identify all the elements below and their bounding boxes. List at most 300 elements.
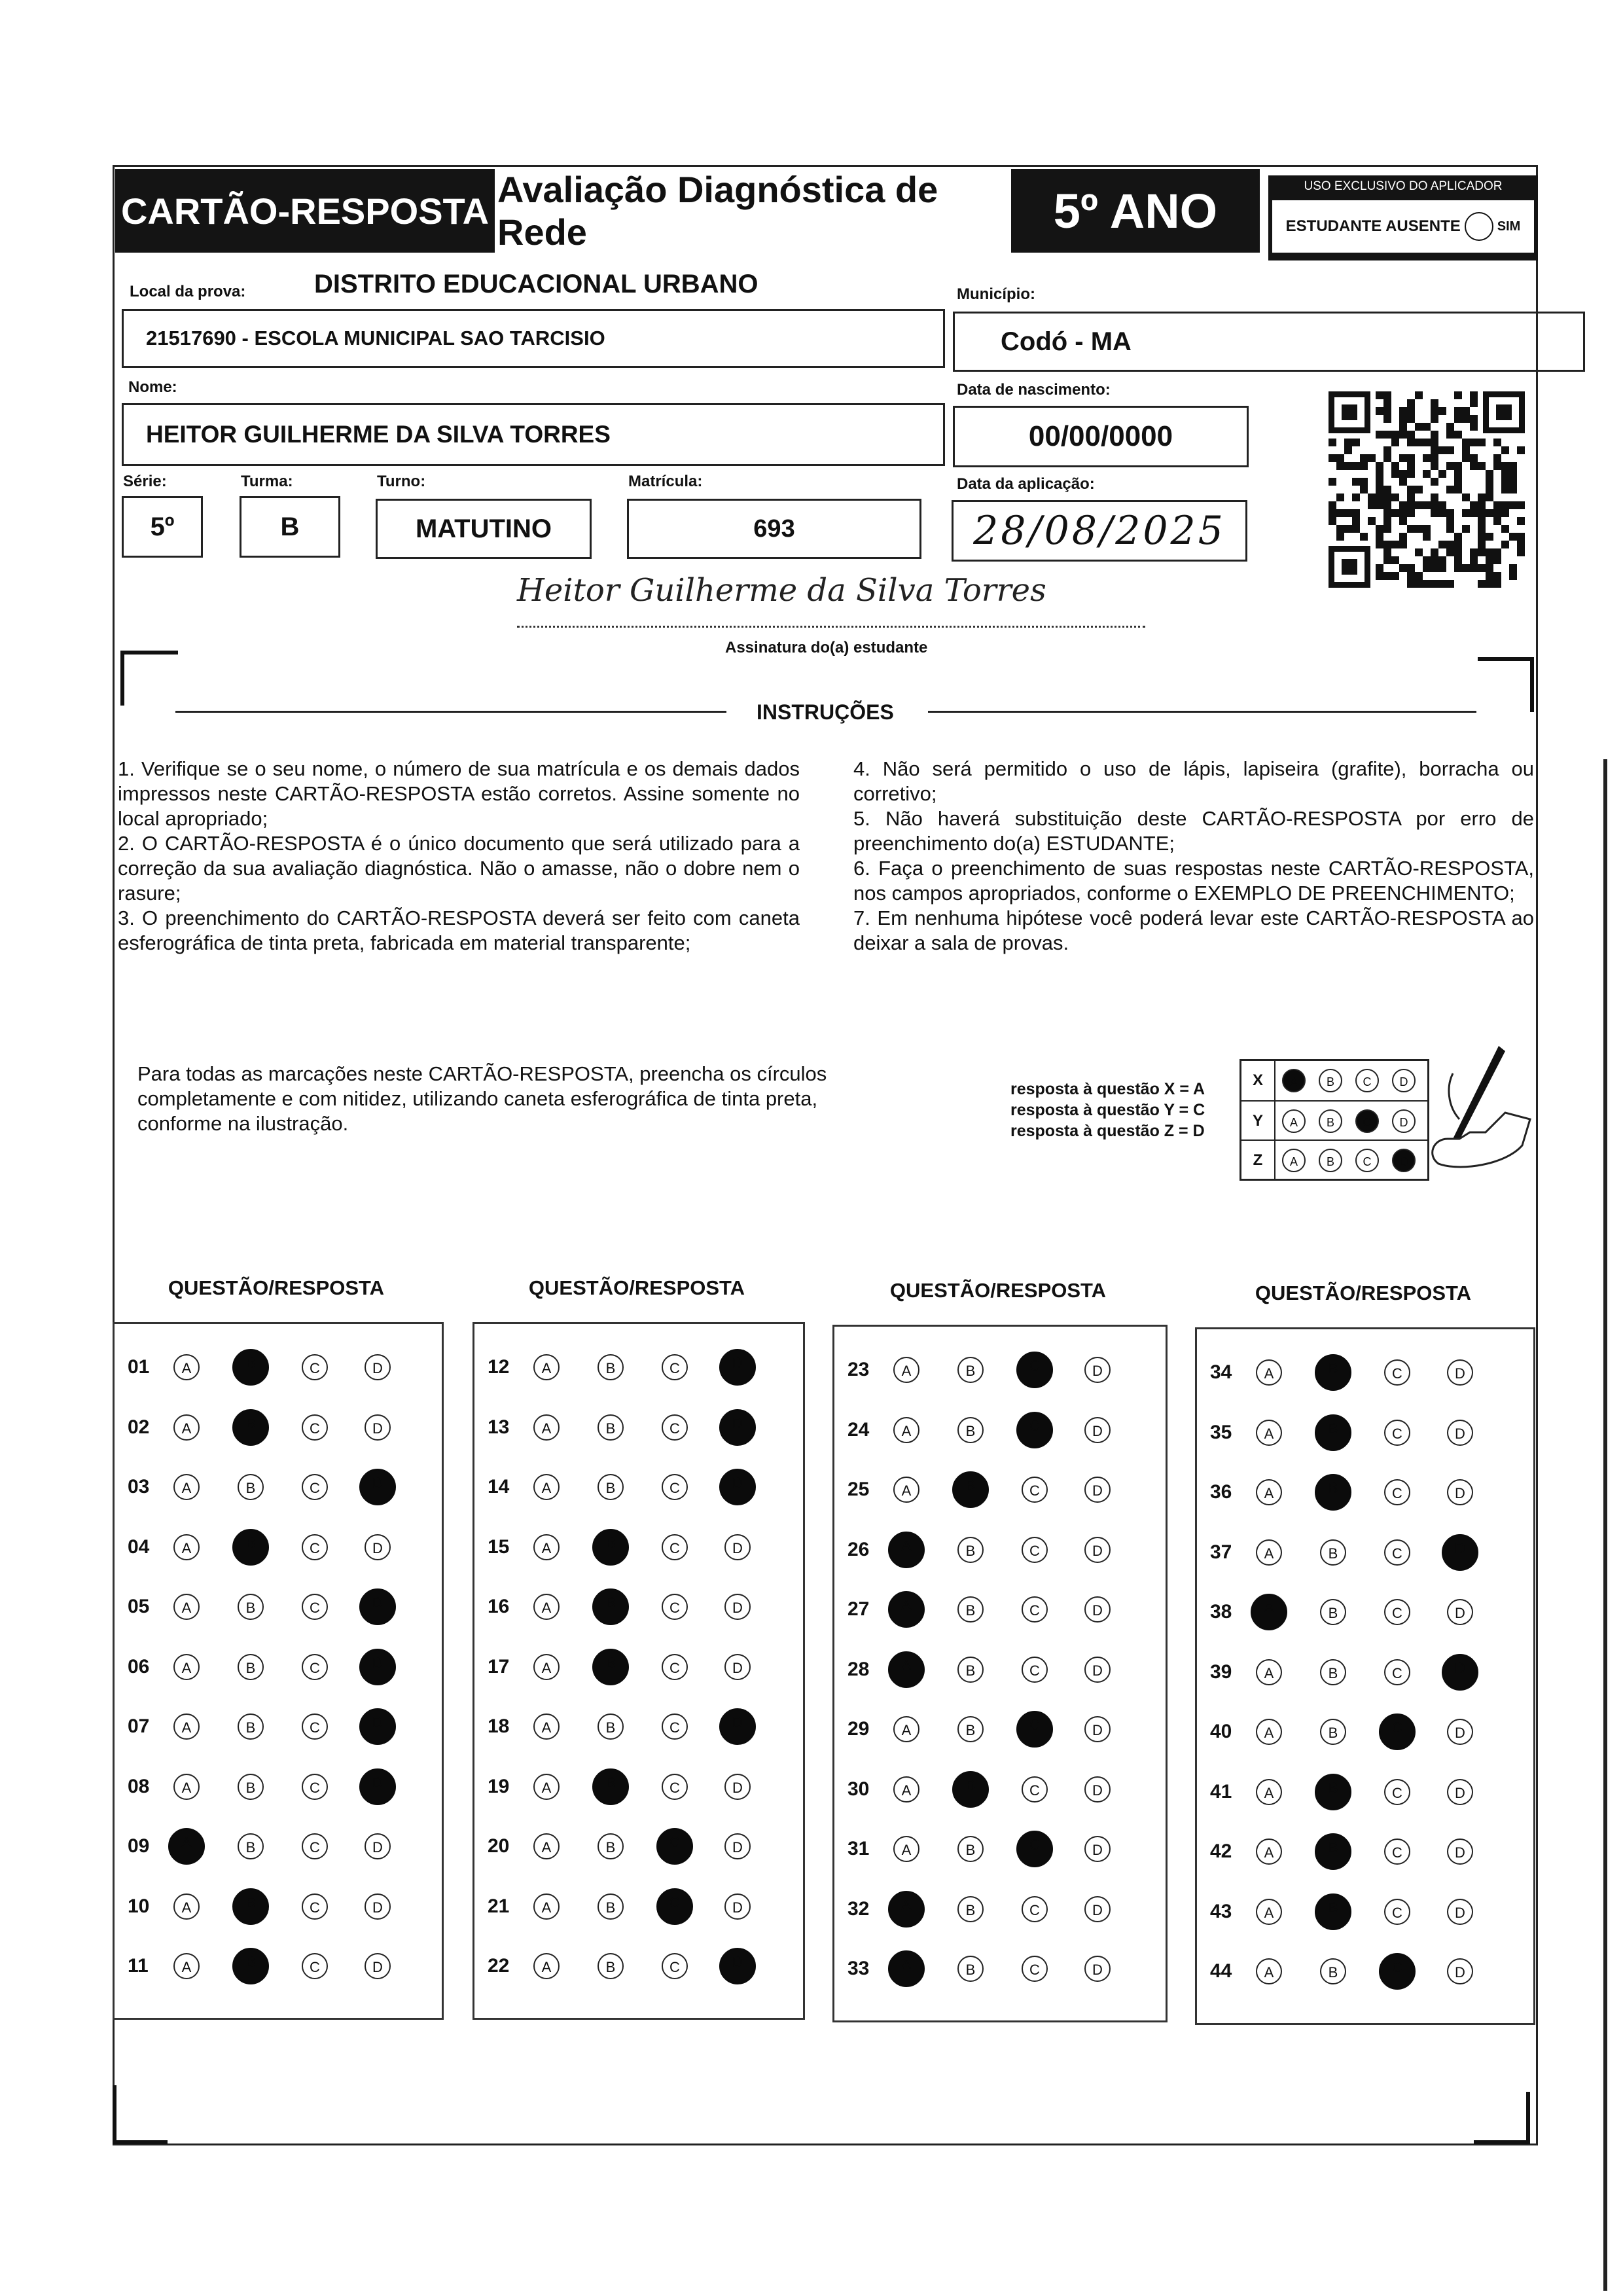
example-line-z: resposta à questão Z = D — [1010, 1122, 1205, 1140]
aplicacao-label: Data da aplicação: — [957, 475, 1095, 493]
answer-bubble-b-filled[interactable]: B — [232, 1948, 269, 1984]
answer-bubble-c[interactable]: C — [302, 1654, 328, 1680]
example-bubble-b: B — [1319, 1109, 1342, 1133]
answers-column — [1195, 1327, 1535, 2025]
answer-bubble-d[interactable]: D — [1084, 1836, 1111, 1862]
answer-bubble-a-filled[interactable]: A — [168, 1828, 205, 1865]
answer-bubble-b-filled[interactable]: B — [232, 1349, 269, 1386]
answer-row — [474, 1816, 803, 1876]
answer-bubble-d-filled[interactable]: D — [719, 1708, 756, 1745]
answer-bubble-c[interactable]: C — [1022, 1956, 1048, 1982]
answer-bubble-c-filled[interactable]: C — [1016, 1412, 1053, 1448]
answer-bubble-d[interactable]: D — [724, 1774, 751, 1800]
answer-bubble-d[interactable]: D — [1084, 1716, 1111, 1742]
answer-row — [474, 1696, 803, 1757]
serie-field: 5º — [122, 496, 203, 558]
answer-bubble-d[interactable]: D — [724, 1534, 751, 1560]
answer-bubble-b[interactable]: B — [238, 1594, 264, 1620]
answer-bubble-d[interactable]: D — [1084, 1657, 1111, 1683]
answer-bubble-a[interactable]: A — [1256, 1420, 1282, 1446]
answer-bubble-c-filled[interactable]: C — [1016, 1831, 1053, 1867]
answer-row — [834, 1819, 1166, 1879]
answer-bubble-b[interactable]: B — [957, 1836, 984, 1862]
answer-bubble-b-filled[interactable]: B — [1315, 1474, 1351, 1511]
answer-bubble-a[interactable]: A — [893, 1357, 919, 1383]
serie-label: Série: — [123, 473, 167, 490]
answer-bubble-a[interactable]: A — [533, 1713, 560, 1740]
answer-bubble-d[interactable]: D — [365, 1354, 391, 1380]
answer-bubble-a[interactable]: A — [1256, 1539, 1282, 1566]
answer-bubble-d[interactable]: D — [724, 1654, 751, 1680]
answer-bubble-b[interactable]: B — [957, 1596, 984, 1623]
question-number: 34 — [1210, 1361, 1232, 1383]
instruction-4: 4. Não será permitido o uso de lápis, lapiseira (grafite), borracha ou corretivo; — [853, 757, 1534, 805]
answer-bubble-b[interactable]: B — [597, 1833, 624, 1859]
example-bubble-a: A — [1282, 1149, 1306, 1172]
answer-bubble-a[interactable]: A — [533, 1774, 560, 1800]
answer-bubble-c[interactable]: C — [302, 1953, 328, 1979]
answer-bubble-d-filled[interactable]: D — [359, 1649, 396, 1685]
answer-row — [115, 1757, 442, 1817]
answer-bubble-a[interactable]: A — [533, 1534, 560, 1560]
question-number: 05 — [128, 1596, 150, 1617]
answer-bubble-c[interactable]: C — [1384, 1899, 1410, 1925]
answers-column — [473, 1322, 805, 2020]
answer-bubble-d[interactable]: D — [1084, 1537, 1111, 1563]
answer-bubble-d[interactable]: D — [365, 1893, 391, 1920]
answer-bubble-b[interactable]: B — [1320, 1659, 1346, 1685]
answer-bubble-a[interactable]: A — [533, 1953, 560, 1979]
answer-row — [834, 1939, 1166, 1999]
example-bubble-b: B — [1319, 1069, 1342, 1092]
answer-bubble-b-filled[interactable]: B — [1315, 1354, 1351, 1391]
answer-bubble-c[interactable]: C — [1384, 1599, 1410, 1625]
answer-bubble-c[interactable]: C — [662, 1474, 688, 1500]
answer-bubble-a[interactable]: A — [893, 1836, 919, 1862]
question-number: 07 — [128, 1715, 150, 1737]
answer-row — [474, 1637, 803, 1697]
answer-bubble-d-filled[interactable]: D — [1442, 1654, 1478, 1691]
answer-bubble-c[interactable]: C — [662, 1953, 688, 1979]
municipio-field: Codó - MA — [953, 312, 1585, 372]
answer-bubble-a[interactable]: A — [533, 1654, 560, 1680]
answer-bubble-d[interactable]: D — [365, 1414, 391, 1441]
answer-row — [834, 1340, 1166, 1400]
answer-bubble-d-filled[interactable]: D — [359, 1588, 396, 1625]
instructions-rule-left — [175, 711, 726, 713]
answer-bubble-d[interactable]: D — [1447, 1779, 1473, 1805]
question-number: 21 — [488, 1895, 510, 1917]
answer-row — [474, 1457, 803, 1517]
answer-bubble-a[interactable]: A — [533, 1594, 560, 1620]
absent-label: ESTUDANTE AUSENTE — [1285, 217, 1461, 235]
answer-bubble-d[interactable]: D — [1084, 1596, 1111, 1623]
example-row — [1241, 1061, 1427, 1100]
signature-label: Assinatura do(a) estudante — [725, 639, 928, 656]
answer-bubble-a[interactable]: A — [173, 1713, 200, 1740]
corner-mark-bl-v — [113, 2085, 116, 2144]
answer-bubble-b[interactable]: B — [957, 1657, 984, 1683]
answers-column-title: QUESTÃO/RESPOSTA — [889, 1279, 1107, 1302]
answer-bubble-d[interactable]: D — [1447, 1479, 1473, 1505]
answer-bubble-d-filled[interactable]: D — [719, 1349, 756, 1386]
answer-bubble-a[interactable]: A — [533, 1893, 560, 1920]
example-bubble-d: D — [1392, 1149, 1416, 1172]
answer-row — [834, 1879, 1166, 1939]
answer-bubble-c-filled[interactable]: C — [1379, 1953, 1416, 1990]
instruction-5: 5. Não haverá substituição deste CARTÃO-RESPOSTA por erro de preenchimento do(a) ESTUDANTE; — [853, 807, 1534, 855]
answer-bubble-c-filled[interactable]: C — [656, 1828, 693, 1865]
example-row — [1241, 1100, 1427, 1141]
answer-row — [474, 1397, 803, 1458]
answer-bubble-a-filled[interactable]: A — [888, 1591, 925, 1628]
absent-field — [1272, 200, 1534, 253]
answer-row — [1197, 1882, 1533, 1942]
example-bubble-c: C — [1355, 1109, 1379, 1133]
answer-bubble-a[interactable]: A — [533, 1833, 560, 1859]
answer-bubble-c-filled[interactable]: C — [1379, 1713, 1416, 1750]
card-title-badge: CARTÃO-RESPOSTA — [115, 169, 495, 253]
answer-bubble-b[interactable]: B — [597, 1713, 624, 1740]
answer-bubble-c[interactable]: C — [1022, 1657, 1048, 1683]
answer-bubble-b-filled[interactable]: B — [1315, 1774, 1351, 1810]
answer-bubble-b[interactable]: B — [238, 1833, 264, 1859]
answer-bubble-b-filled[interactable]: B — [1315, 1414, 1351, 1451]
answer-bubble-b[interactable]: B — [1320, 1599, 1346, 1625]
question-number: 31 — [847, 1838, 870, 1859]
answer-bubble-b[interactable]: B — [597, 1354, 624, 1380]
question-number: 16 — [488, 1596, 510, 1617]
answer-bubble-a-filled[interactable]: A — [888, 1651, 925, 1688]
answer-bubble-d-filled[interactable]: D — [719, 1948, 756, 1984]
answer-bubble-c[interactable]: C — [662, 1594, 688, 1620]
answer-bubble-d[interactable]: D — [724, 1833, 751, 1859]
instructions-title: INSTRUÇÕES — [757, 700, 894, 724]
question-number: 04 — [128, 1535, 150, 1558]
question-number: 22 — [488, 1955, 510, 1977]
answer-bubble-d[interactable]: D — [1084, 1357, 1111, 1383]
answer-bubble-d[interactable]: D — [365, 1833, 391, 1859]
answer-bubble-b-filled[interactable]: B — [952, 1771, 989, 1808]
answer-bubble-c[interactable]: C — [1022, 1537, 1048, 1563]
nome-label: Nome: — [128, 378, 177, 396]
answer-bubble-c[interactable]: C — [1022, 1596, 1048, 1623]
answer-row — [834, 1460, 1166, 1520]
answer-bubble-c[interactable]: C — [1384, 1839, 1410, 1865]
answer-bubble-c[interactable]: C — [302, 1833, 328, 1859]
answer-row — [474, 1757, 803, 1817]
answer-bubble-a[interactable]: A — [173, 1654, 200, 1680]
answers-column-title: QUESTÃO/RESPOSTA — [168, 1276, 385, 1299]
exam-title: Avaliação Diagnóstica de Rede — [497, 169, 938, 253]
answer-bubble-d[interactable]: D — [1447, 1599, 1473, 1625]
example-legend — [1010, 1079, 1205, 1141]
answer-bubble-d[interactable]: D — [365, 1953, 391, 1979]
answer-bubble-d-filled[interactable]: D — [359, 1469, 396, 1505]
answer-bubble-d[interactable]: D — [1084, 1896, 1111, 1922]
answer-bubble-a[interactable]: A — [173, 1893, 200, 1920]
question-number: 28 — [847, 1658, 870, 1680]
answer-bubble-c[interactable]: C — [1384, 1539, 1410, 1566]
answer-bubble-d[interactable]: D — [1084, 1956, 1111, 1982]
answer-row — [1197, 1462, 1533, 1522]
answer-bubble-a-filled[interactable]: A — [888, 1950, 925, 1987]
question-number: 29 — [847, 1718, 870, 1740]
answer-bubble-c[interactable]: C — [662, 1713, 688, 1740]
answer-bubble-d[interactable]: D — [1447, 1719, 1473, 1745]
answer-bubble-d-filled[interactable]: D — [1442, 1534, 1478, 1571]
answer-bubble-b[interactable]: B — [238, 1713, 264, 1740]
answer-bubble-b-filled[interactable]: B — [592, 1588, 629, 1625]
answer-bubble-b-filled[interactable]: B — [1315, 1893, 1351, 1930]
answer-bubble-c[interactable]: C — [662, 1414, 688, 1441]
question-number: 12 — [488, 1356, 510, 1378]
answer-row — [115, 1936, 442, 1996]
instructions-right — [853, 757, 1534, 956]
answer-bubble-b[interactable]: B — [957, 1417, 984, 1443]
pen-hand-icon — [1407, 1041, 1531, 1172]
answer-bubble-d[interactable]: D — [1084, 1776, 1111, 1803]
answer-row — [115, 1577, 442, 1637]
answer-bubble-c[interactable]: C — [302, 1594, 328, 1620]
answer-bubble-b-filled[interactable]: B — [232, 1888, 269, 1925]
instruction-1: 1. Verifique se o seu nome, o número de sua matrícula e os demais dados impressos neste CARTÃO-RESPOSTA estão corretos. Assine somente no local apropriado; — [118, 757, 800, 830]
answer-bubble-d[interactable]: D — [1084, 1477, 1111, 1503]
answer-row — [1197, 1642, 1533, 1702]
answer-bubble-a[interactable]: A — [173, 1354, 200, 1380]
answer-bubble-c[interactable]: C — [1022, 1477, 1048, 1503]
answer-bubble-c[interactable]: C — [662, 1774, 688, 1800]
answer-bubble-c[interactable]: C — [1022, 1896, 1048, 1922]
answer-bubble-c[interactable]: C — [1384, 1659, 1410, 1685]
local-label: Local da prova: — [130, 283, 246, 300]
answer-bubble-b[interactable]: B — [1320, 1719, 1346, 1745]
answer-bubble-b-filled[interactable]: B — [592, 1649, 629, 1685]
answer-bubble-c[interactable]: C — [302, 1414, 328, 1441]
signature: Heitor Guilherme da Silva Torres — [517, 572, 1046, 609]
example-bubble-d: D — [1392, 1109, 1416, 1133]
answer-bubble-c[interactable]: C — [302, 1774, 328, 1800]
answer-bubble-d[interactable]: D — [1447, 1420, 1473, 1446]
instruction-3: 3. O preenchimento do CARTÃO-RESPOSTA deverá ser feito com caneta esferográfica de tinta preta, fabricada em material transparente; — [118, 906, 800, 954]
answer-bubble-a[interactable]: A — [1256, 1719, 1282, 1745]
answer-bubble-d[interactable]: D — [724, 1893, 751, 1920]
answer-bubble-a[interactable]: A — [1256, 1479, 1282, 1505]
answer-bubble-c[interactable]: C — [1384, 1779, 1410, 1805]
answer-bubble-a[interactable]: A — [893, 1477, 919, 1503]
answer-bubble-a[interactable]: A — [533, 1474, 560, 1500]
question-number: 27 — [847, 1598, 870, 1620]
nasc-label: Data de nascimento: — [957, 381, 1111, 399]
answer-bubble-b[interactable]: B — [957, 1357, 984, 1383]
question-number: 08 — [128, 1775, 150, 1797]
answer-bubble-b[interactable]: B — [957, 1956, 984, 1982]
answer-bubble-c[interactable]: C — [1022, 1776, 1048, 1803]
example-line-y: resposta à questão Y = C — [1010, 1101, 1205, 1119]
answer-bubble-a[interactable]: A — [533, 1354, 560, 1380]
answer-bubble-a[interactable]: A — [1256, 1958, 1282, 1984]
answer-bubble-a-filled[interactable]: A — [1251, 1594, 1287, 1630]
question-number: 06 — [128, 1655, 150, 1677]
answer-row — [115, 1696, 442, 1757]
corner-mark-bl-h — [113, 2140, 168, 2144]
answer-bubble-a[interactable]: A — [893, 1716, 919, 1742]
signature-line — [517, 626, 1145, 628]
answer-bubble-c[interactable]: C — [302, 1893, 328, 1920]
answer-bubble-c-filled[interactable]: C — [1016, 1711, 1053, 1748]
answer-row — [834, 1699, 1166, 1759]
answer-bubble-b[interactable]: B — [238, 1774, 264, 1800]
answer-bubble-d[interactable]: D — [1447, 1899, 1473, 1925]
corner-mark-tr-v — [1530, 657, 1534, 712]
answer-bubble-a[interactable]: A — [1256, 1839, 1282, 1865]
answer-bubble-a[interactable]: A — [173, 1534, 200, 1560]
answer-bubble-a[interactable]: A — [173, 1953, 200, 1979]
absent-bubble[interactable] — [1465, 212, 1493, 241]
answer-row — [1197, 1821, 1533, 1882]
answer-bubble-b-filled[interactable]: B — [1315, 1833, 1351, 1870]
question-number: 25 — [847, 1479, 870, 1500]
example-bubble-d: D — [1392, 1069, 1416, 1092]
question-number: 14 — [488, 1476, 510, 1498]
corner-mark-br-v — [1526, 2092, 1530, 2144]
answer-bubble-a[interactable]: A — [173, 1594, 200, 1620]
answer-bubble-b[interactable]: B — [957, 1716, 984, 1742]
answers-column-title: QUESTÃO/RESPOSTA — [528, 1276, 745, 1299]
question-number: 17 — [488, 1655, 510, 1677]
answer-bubble-b[interactable]: B — [597, 1414, 624, 1441]
turno-field: MATUTINO — [376, 499, 592, 559]
example-row — [1241, 1139, 1427, 1180]
answer-row — [834, 1640, 1166, 1700]
answer-bubble-b[interactable]: B — [1320, 1958, 1346, 1984]
answer-bubble-d[interactable]: D — [1447, 1839, 1473, 1865]
answer-bubble-b[interactable]: B — [1320, 1539, 1346, 1566]
answer-bubble-c[interactable]: C — [662, 1654, 688, 1680]
answer-bubble-a[interactable]: A — [893, 1417, 919, 1443]
answer-bubble-c[interactable]: C — [662, 1354, 688, 1380]
answer-bubble-a[interactable]: A — [173, 1774, 200, 1800]
answer-bubble-c[interactable]: C — [302, 1354, 328, 1380]
answer-bubble-b[interactable]: B — [238, 1474, 264, 1500]
answer-bubble-b[interactable]: B — [238, 1654, 264, 1680]
answer-bubble-c[interactable]: C — [662, 1534, 688, 1560]
answer-bubble-d-filled[interactable]: D — [719, 1469, 756, 1505]
question-number: 10 — [128, 1895, 150, 1917]
answer-bubble-a[interactable]: A — [1256, 1899, 1282, 1925]
answer-bubble-b[interactable]: B — [597, 1953, 624, 1979]
answer-bubble-b-filled[interactable]: B — [952, 1471, 989, 1508]
question-number: 35 — [1210, 1421, 1232, 1443]
answer-bubble-a[interactable]: A — [173, 1474, 200, 1500]
answer-row — [1197, 1342, 1533, 1403]
example-bubble-b: B — [1319, 1149, 1342, 1172]
question-number: 23 — [847, 1359, 870, 1380]
answer-bubble-a[interactable]: A — [533, 1414, 560, 1441]
answer-bubble-b-filled[interactable]: B — [232, 1529, 269, 1566]
answer-bubble-a[interactable]: A — [1256, 1359, 1282, 1386]
question-number: 24 — [847, 1418, 870, 1441]
answer-row — [115, 1637, 442, 1697]
answer-row — [1197, 1762, 1533, 1822]
question-number: 09 — [128, 1835, 150, 1857]
nasc-field: 00/00/0000 — [953, 406, 1249, 467]
answer-bubble-c-filled[interactable]: C — [1016, 1352, 1053, 1388]
answer-bubble-b[interactable]: B — [957, 1896, 984, 1922]
answer-bubble-c-filled[interactable]: C — [656, 1888, 693, 1925]
answer-bubble-b-filled[interactable]: B — [232, 1409, 269, 1446]
question-number: 44 — [1210, 1960, 1232, 1982]
answer-bubble-a[interactable]: A — [1256, 1659, 1282, 1685]
answer-bubble-d-filled[interactable]: D — [359, 1768, 396, 1805]
question-number: 38 — [1210, 1601, 1232, 1623]
answer-bubble-a-filled[interactable]: A — [888, 1891, 925, 1928]
example-bubble-a: A — [1282, 1109, 1306, 1133]
answer-row — [115, 1517, 442, 1577]
answer-bubble-d-filled[interactable]: D — [359, 1708, 396, 1745]
answer-bubble-b-filled[interactable]: B — [592, 1529, 629, 1566]
edge-mark-right — [1603, 759, 1607, 2291]
answer-bubble-c[interactable]: C — [302, 1713, 328, 1740]
turma-label: Turma: — [241, 473, 293, 490]
answer-bubble-d-filled[interactable]: D — [719, 1409, 756, 1446]
question-number: 02 — [128, 1416, 150, 1438]
admin-only-label: USO EXCLUSIVO DO APLICADOR — [1304, 179, 1503, 193]
answer-row — [474, 1876, 803, 1937]
answer-row — [115, 1337, 442, 1397]
answer-row — [1197, 1403, 1533, 1463]
grade-badge: 5º ANO — [1011, 169, 1260, 253]
answer-row — [834, 1579, 1166, 1640]
answer-bubble-a[interactable]: A — [1256, 1779, 1282, 1805]
answer-bubble-d[interactable]: D — [724, 1594, 751, 1620]
answer-bubble-a[interactable]: A — [893, 1776, 919, 1803]
answer-bubble-c[interactable]: C — [302, 1534, 328, 1560]
instructions-left — [118, 757, 800, 956]
answer-bubble-d[interactable]: D — [1084, 1417, 1111, 1443]
question-number: 42 — [1210, 1840, 1232, 1862]
instruction-7: 7. Em nenhuma hipótese você poderá levar este CARTÃO-RESPOSTA ao deixar a sala de provas. — [853, 906, 1534, 954]
answer-row — [115, 1816, 442, 1876]
answer-row — [115, 1876, 442, 1937]
answer-bubble-a[interactable]: A — [173, 1414, 200, 1441]
answer-bubble-c[interactable]: C — [1384, 1479, 1410, 1505]
answer-bubble-b[interactable]: B — [597, 1474, 624, 1500]
answer-bubble-d[interactable]: D — [1447, 1359, 1473, 1386]
answer-bubble-b[interactable]: B — [597, 1893, 624, 1920]
answer-bubble-d[interactable]: D — [365, 1534, 391, 1560]
answer-bubble-c[interactable]: C — [1384, 1359, 1410, 1386]
question-number: 40 — [1210, 1721, 1232, 1742]
corner-mark-br-h — [1474, 2140, 1530, 2144]
answer-bubble-d[interactable]: D — [1447, 1958, 1473, 1984]
answer-bubble-a-filled[interactable]: A — [888, 1532, 925, 1568]
answer-bubble-b[interactable]: B — [957, 1537, 984, 1563]
answer-row — [474, 1577, 803, 1637]
qr-code — [1329, 391, 1525, 588]
example-bubble-c: C — [1355, 1069, 1379, 1092]
answer-bubble-c[interactable]: C — [1384, 1420, 1410, 1446]
question-number: 33 — [847, 1958, 870, 1979]
instruction-6: 6. Faça o preenchimento de suas respostas neste CARTÃO-RESPOSTA, nos campos apropriados, conforme o EXEMPLO DE PREENCHIMENTO; — [853, 857, 1534, 905]
answer-row — [1197, 1522, 1533, 1583]
instructions-rule-right — [928, 711, 1476, 713]
answer-bubble-c[interactable]: C — [302, 1474, 328, 1500]
absent-option: SIM — [1497, 219, 1521, 234]
answer-bubble-b-filled[interactable]: B — [592, 1768, 629, 1805]
question-number: 01 — [128, 1356, 150, 1378]
answer-row — [834, 1759, 1166, 1820]
